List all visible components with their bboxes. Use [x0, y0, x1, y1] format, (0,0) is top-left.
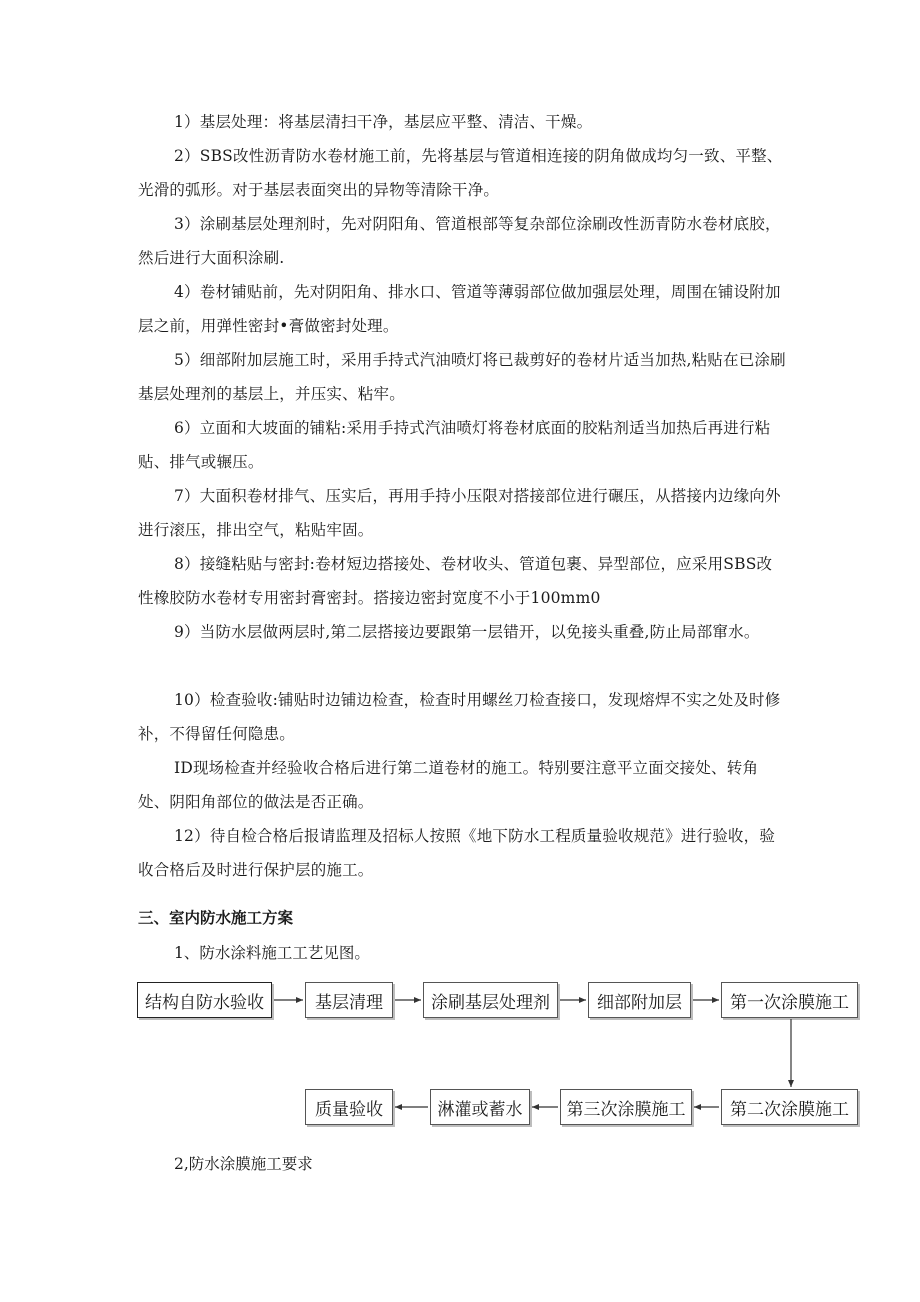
- paragraph-1: 1）基层处理：将基层清扫干净，基层应平整、清洁、干燥。: [174, 113, 593, 131]
- footer-line: 2,防水涂膜施工要求: [174, 1155, 313, 1173]
- flow-step-primer-coating: 涂刷基层处理剂: [423, 982, 558, 1018]
- flow-step-detail-layer: 细部附加层: [588, 982, 691, 1018]
- paragraph-11: ID现场检查并经验收合格后进行第二道卷材的施工。特别要注意平立面交接处、转角处、阴阳角部位的做法是否正确。: [138, 759, 759, 811]
- flow-intro: 1、防水涂料施工工艺见图。: [174, 944, 370, 962]
- paragraph-7: 7）大面积卷材排气、压实后，再用手持小压限对搭接部位进行碾压，从搭接内边缘向外进行滚压，排出空气，粘贴牢固。: [138, 487, 781, 539]
- section-heading: 三、室内防水施工方案: [138, 909, 294, 927]
- paragraph-6: 6）立面和大坡面的铺粘:采用手持式汽油喷灯将卷材底面的胶粘剂适当加热后再进行粘贴、排气或辗压。: [138, 419, 771, 471]
- flow-step-quality-acceptance: 质量验收: [305, 1089, 393, 1125]
- flow-step-third-coat: 第三次涂膜施工: [560, 1089, 692, 1125]
- flow-step-first-coat: 第一次涂膜施工: [721, 982, 858, 1018]
- paragraph-4: 4）卷材铺贴前，先对阴阳角、排水口、管道等薄弱部位做加强层处理，周围在铺设附加层之前，用弹性密封•膏做密封处理。: [138, 283, 781, 335]
- flow-step-structural-acceptance: 结构自防水验收: [137, 982, 272, 1018]
- flow-step-second-coat: 第二次涂膜施工: [721, 1089, 858, 1125]
- flow-step-water-test: 淋灌或蓄水: [430, 1089, 530, 1125]
- paragraph-10: 10）检查验收:铺贴时边铺边检查，检查时用螺丝刀检查接口，发现熔焊不实之处及时修补，不得留任何隐患。: [138, 691, 781, 743]
- paragraph-12: 12）待自检合格后报请监理及招标人按照《地下防水工程质量验收规范》进行验收，验收合格后及时进行保护层的施工。: [138, 827, 776, 879]
- paragraph-2: 2）SBS改性沥青防水卷材施工前，先将基层与管道相连接的阴角做成均匀一致、平整、光滑的弧形。对于基层表面突出的异物等清除干净。: [138, 147, 783, 199]
- paragraph-3: 3）涂刷基层处理剂时，先对阴阳角、管道根部等复杂部位涂刷改性沥青防水卷材底胶，然后进行大面积涂刷.: [138, 215, 781, 267]
- paragraph-9: 9）当防水层做两层时,第二层搭接边要跟第一层错开，以免接头重叠,防止局部窜水。: [174, 623, 760, 641]
- flow-step-base-cleaning: 基层清理: [305, 982, 393, 1018]
- paragraph-5: 5）细部附加层施工时，采用手持式汽油喷灯将已裁剪好的卷材片适当加热,粘贴在已涂刷基层处理剂的基层上，并压实、粘牢。: [138, 351, 786, 403]
- paragraph-8: 8）接缝粘贴与密封:卷材短边搭接处、卷材收头、管道包裹、异型部位，应采用SBS改性橡胶防水卷材专用密封膏密封。搭接边密封宽度不小于100mm0: [138, 555, 773, 607]
